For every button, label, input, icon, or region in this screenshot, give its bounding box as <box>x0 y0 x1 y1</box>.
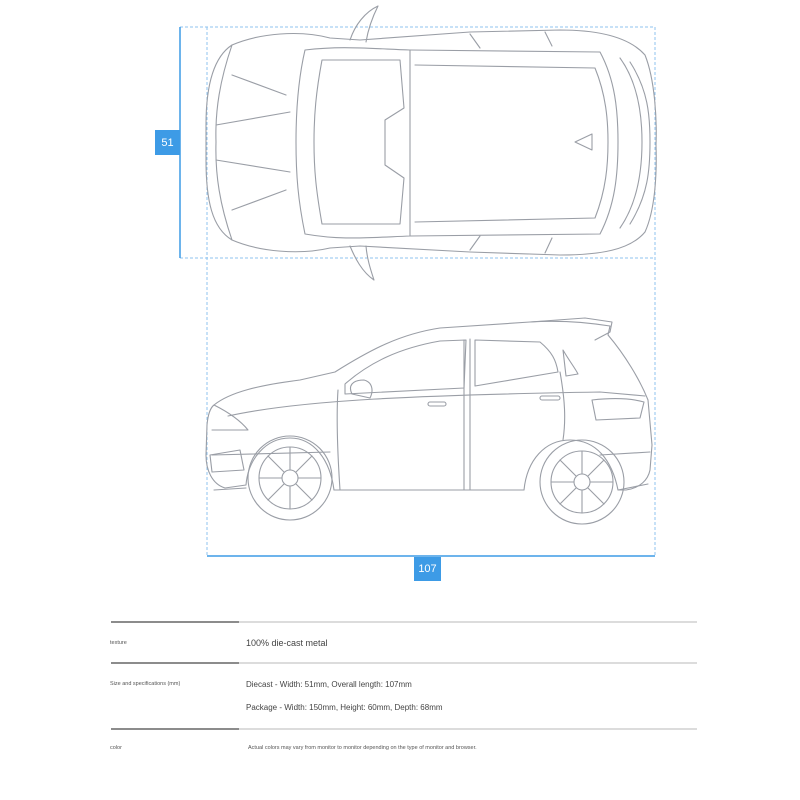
color-note: Actual colors may vary from monitor to monitor depending on the type of monitor and browser. <box>248 745 477 751</box>
spec-divider <box>111 728 697 730</box>
length-dimension-badge: 107 <box>414 557 441 581</box>
car-side-view <box>206 318 652 524</box>
size-label: Size and specifications (mm) <box>110 681 181 687</box>
car-top-view <box>206 6 656 280</box>
color-label: color <box>110 745 122 751</box>
spec-divider <box>111 621 697 623</box>
texture-label: texture <box>110 640 127 646</box>
width-dimension-badge: 51 <box>155 130 180 155</box>
package-value: Package - Width: 150mm, Height: 60mm, Depth: 68mm <box>246 703 443 712</box>
guide-lines <box>180 27 655 556</box>
diecast-value: Diecast - Width: 51mm, Overall length: 107mm <box>246 680 412 689</box>
spec-divider <box>111 662 697 664</box>
texture-value: 100% die-cast metal <box>246 638 328 648</box>
